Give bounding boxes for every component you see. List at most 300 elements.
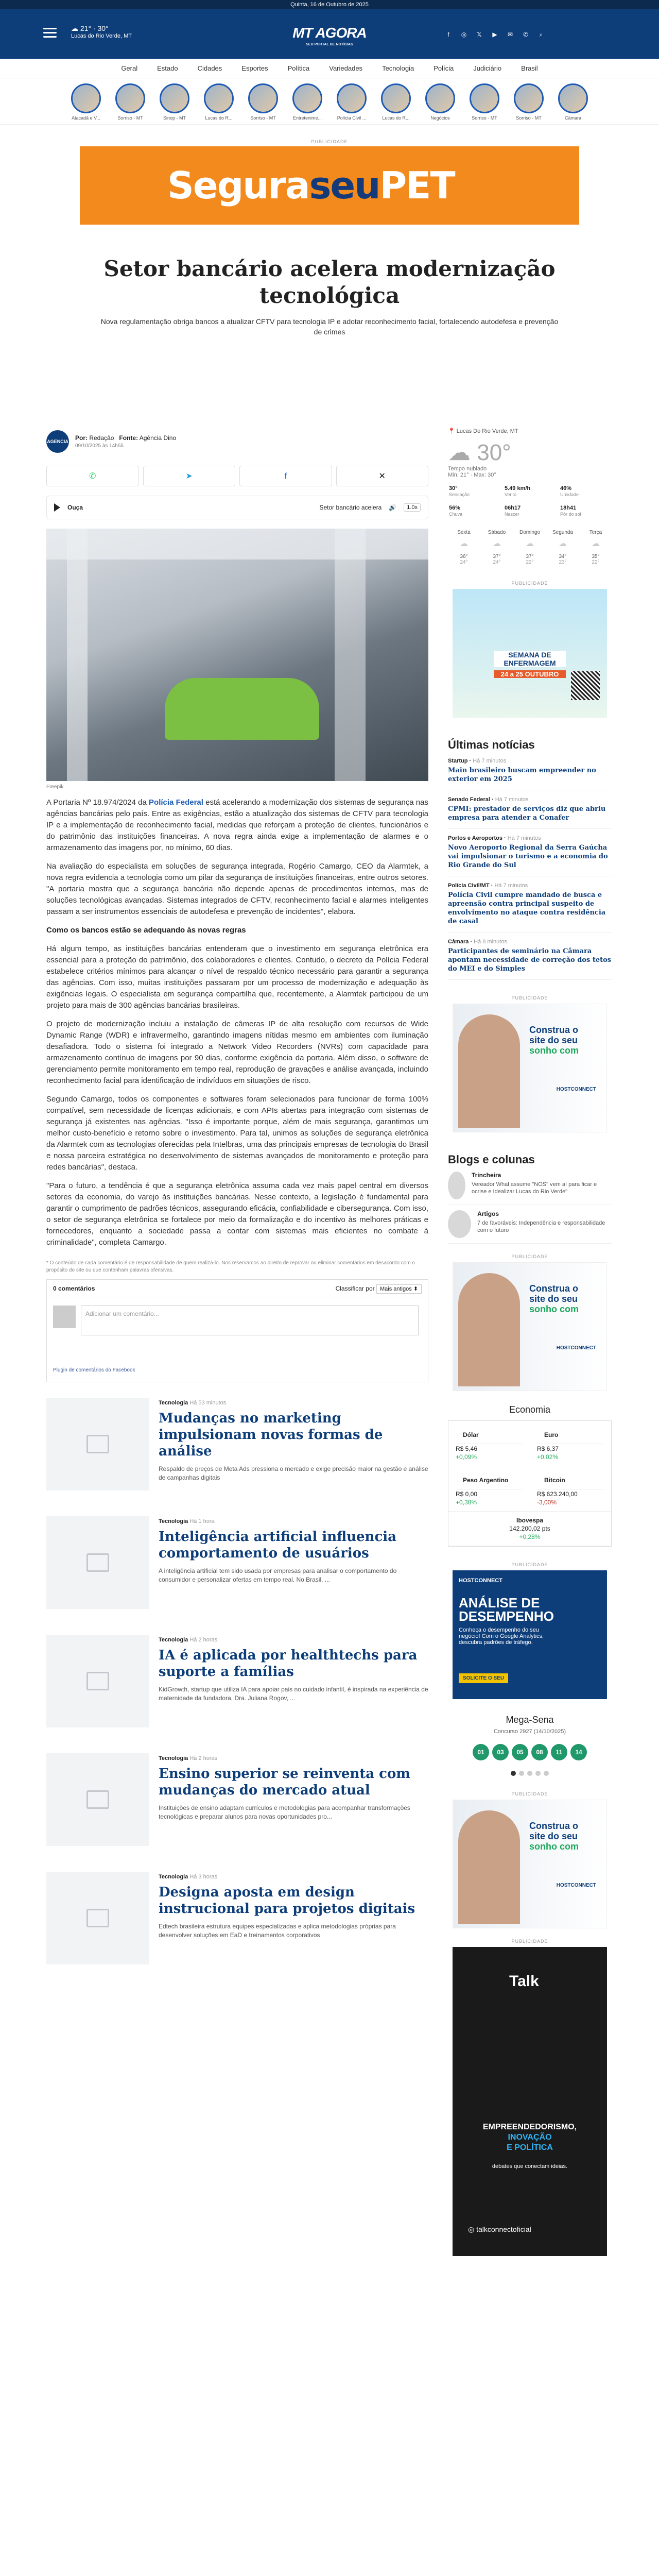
speed-button[interactable]: 1.0x — [404, 503, 421, 512]
audio-player[interactable] — [46, 496, 428, 519]
image-placeholder-icon — [86, 1435, 109, 1453]
latest-news-time: Há 7 minutos — [473, 758, 507, 764]
weather-cell-label: Pôr do sol — [560, 512, 581, 517]
weather-location-text: Lucas Do Rio Verde, MT — [456, 428, 518, 434]
ad-person-image — [458, 1810, 520, 1924]
sort-label: Classificar por — [335, 1284, 375, 1292]
story-item[interactable] — [68, 83, 104, 124]
story-thumbnail — [292, 83, 322, 113]
currency-change: +0,09% — [456, 1453, 477, 1461]
weather-cell — [504, 503, 556, 519]
menu-icon[interactable] — [43, 28, 57, 38]
publish-date: 09/10/2025 às 14h55 — [75, 443, 124, 449]
talk-h2: INOVAÇÃO — [508, 2133, 552, 2142]
ad-headline — [459, 1596, 554, 1623]
ad-label: PUBLICIDADE — [511, 1254, 548, 1259]
currency-name: Peso Argentino — [456, 1471, 523, 1489]
related-desc: A inteligência artificial tem sido usada por empresas para analisar o comportamento do consumidor e personalizar ofertas em tempo real. No Brasil, ... — [159, 1567, 397, 1583]
instagram-icon[interactable]: ◎ — [461, 31, 467, 38]
latest-news-item[interactable] — [448, 752, 612, 790]
facebook-plugin-link[interactable]: Plugin de comentários do Facebook — [53, 1367, 135, 1373]
top-banner-ad[interactable] — [80, 146, 579, 225]
story-item[interactable] — [157, 83, 193, 124]
ad-headline-2: DESEMPENHO — [459, 1608, 554, 1624]
ad-line-2: site do seu — [529, 1294, 578, 1304]
sidebar-ad-hosting-2[interactable] — [453, 1262, 607, 1391]
ad-brand: HOSTCONNECT — [556, 1087, 596, 1092]
related-desc: Edtech brasileira estrutura equipes especializadas e aplica metodologias próprias para desenvolver soluções em EaD e treinamentos corporativos — [159, 1923, 396, 1939]
talk-h1: EMPREENDEDORISMO, — [482, 2123, 577, 2131]
category-name: Tecnologia — [159, 1518, 188, 1524]
columnist-avatar — [448, 1172, 465, 1199]
weather-cell — [559, 503, 612, 519]
forecast-day — [547, 530, 579, 565]
qr-code — [571, 671, 600, 700]
current-date: Quinta, 16 de Outubro de 2025 — [290, 2, 369, 8]
related-desc: Respaldo de preços de Meta Ads pressiona o mercado e exige precisão maior na gestão e análise de campanhas digitais — [159, 1465, 428, 1481]
story-item[interactable] — [422, 83, 458, 124]
story-label: Entretenime... — [292, 115, 322, 121]
latest-news-item[interactable] — [448, 829, 612, 876]
forecast-day — [481, 530, 513, 565]
ad-brand: HOSTCONNECT — [556, 1345, 596, 1351]
cloud-icon: ☁ — [559, 539, 567, 548]
paragraph: "Para o futuro, a tendência é que a segurança eletrônica assuma cada vez mais papel central em diversos setores da economia, do varejo às instituições bancárias. Nesse contexto, a legislação é fundamental para garantir o cumprimento de padrões técnicos, assegurando eficácia, confiabilidade e cibersegurança. Com isso, o setor de segurança eletrônica se fortalece por meio da formalização e do incentivo às melhores práticas e fornecedores, enquanto a sociedade passa a contar com sistemas mais eficientes no combate à criminalidade", completa Camargo. — [46, 1181, 428, 1247]
story-thumbnail — [337, 83, 367, 113]
column-item[interactable] — [448, 1166, 612, 1205]
header-city: Lucas do Rio Verde, MT — [71, 33, 132, 39]
share-buttons — [46, 466, 428, 486]
category-name: Senado Federal — [448, 796, 490, 803]
currency-value: R$ 0,00 — [456, 1490, 478, 1498]
social-links — [443, 29, 547, 40]
related-article[interactable] — [46, 1635, 428, 1733]
ad-line-3: sonho com — [529, 1045, 579, 1056]
ad-copy — [529, 1821, 601, 1852]
section-heading — [46, 925, 428, 936]
story-item[interactable] — [289, 83, 325, 124]
image-placeholder-icon — [86, 1790, 109, 1809]
paragraph — [46, 797, 428, 854]
source-label: Fonte: — [119, 434, 138, 442]
site-logo[interactable] — [291, 23, 368, 46]
weather-temp-value: 30° — [477, 440, 511, 465]
ad-line-2: site do seu — [529, 1035, 578, 1045]
stories-strip — [0, 78, 659, 125]
sidebar-ad-hosting[interactable] — [453, 1004, 607, 1132]
column-item[interactable] — [448, 1205, 612, 1244]
related-time: Há 2 horas — [189, 1637, 218, 1643]
sidebar-ad-talk[interactable] — [453, 1947, 607, 2256]
ad-person-image — [458, 1273, 520, 1386]
header-temp-min: 21° — [80, 24, 92, 32]
lottery-ball: 11 — [551, 1744, 567, 1760]
weather-desc: Tempo nublado — [448, 466, 487, 472]
forecast-day-name: Terça — [589, 530, 602, 535]
latest-news-item[interactable] — [448, 933, 612, 980]
forecast-min: 24° — [460, 560, 468, 565]
forecast-max: 36° — [460, 554, 468, 560]
related-article[interactable] — [46, 1872, 428, 1970]
category-name: Portos e Aeroportos — [448, 835, 502, 841]
facebook-icon: f — [284, 472, 287, 481]
story-label: Negócios — [430, 115, 450, 121]
category-name: Tecnologia — [159, 1637, 188, 1643]
ad-label: PUBLICIDADE — [511, 995, 548, 1001]
latest-news-time: Há 7 minutos — [495, 796, 529, 803]
forecast-day — [448, 530, 480, 565]
talk-logo: Talk — [509, 1973, 539, 1990]
columns-list — [448, 1166, 612, 1244]
comment-input[interactable]: Adicionar um comentário... — [81, 1306, 419, 1335]
story-label: Sorriso - MT — [117, 115, 143, 121]
related-title[interactable]: Ensino superior se reinventa com mudanças do mercado atual — [159, 1766, 410, 1798]
ad-line-1: Construa o — [529, 1821, 579, 1831]
story-item[interactable] — [555, 83, 591, 124]
related-article[interactable] — [46, 1516, 428, 1614]
related-article[interactable] — [46, 1398, 428, 1496]
cloud-icon: ☁ — [460, 539, 468, 548]
forecast-min: 23° — [559, 560, 567, 565]
related-thumbnail — [46, 1398, 149, 1490]
lottery-ball: 08 — [531, 1744, 548, 1760]
story-label: Lucas do R... — [382, 115, 410, 121]
weather-cell-value: 06h17 — [505, 505, 521, 511]
related-desc: KidGrowth, startup que utiliza IA para apoiar pais no cuidado infantil, é inspirada na experiência de maternidade da fundadora, Dra. Juliana Rogov, ... — [159, 1686, 428, 1702]
weather-cell-value: 46% — [560, 485, 572, 492]
lottery-ball: 03 — [492, 1744, 509, 1760]
economy-item — [530, 1421, 611, 1466]
paragraph: O projeto de modernização incluiu a instalação de câmeras IP de alta resolução com recursos de Wide Dynamic Range (WDR) e infravermelho, garantindo imagens nítidas mesmo em ambientes com iluminação desafiadora. Todo o sistema foi integrado a Network Video Recorders (NVRs) com capacidade para armazenamento contínuo de imagens por 90 dias, conforme exigência da portaria. Além disso, o software de gerenciamento permite monitoramento em tempo real, reprodução de gravações e análise avançada, incluindo reconhecimento facial para identificação de indivíduos em situações de risco. — [46, 1020, 428, 1085]
image-placeholder-icon — [86, 1909, 109, 1927]
forecast-max: 34° — [559, 554, 567, 560]
forecast-day — [580, 530, 612, 565]
currency-value: R$ 623.240,00 — [537, 1490, 578, 1498]
latest-news-title[interactable]: Main brasileiro buscam empreender no exterior em 2025 — [448, 767, 596, 783]
currency-change: -3,00% — [537, 1499, 557, 1506]
weather-cell — [448, 483, 500, 500]
story-item[interactable] — [378, 83, 414, 124]
related-time: Há 53 minutos — [189, 1400, 227, 1406]
nav-item[interactable]: Variedades — [329, 64, 363, 72]
whatsapp-icon[interactable]: ✆ — [523, 31, 529, 38]
currency-change: +0,38% — [456, 1499, 477, 1506]
economy-table — [448, 1420, 612, 1547]
related-time: Há 3 horas — [189, 1874, 218, 1880]
talk-handle-text: talkconnectoficial — [476, 2225, 531, 2233]
weather-details — [448, 483, 612, 519]
weather-cell-label: Umidade — [560, 492, 579, 497]
source-name: Agência Dino — [139, 434, 177, 442]
facebook-icon[interactable]: f — [447, 31, 449, 38]
nav-item[interactable]: Política — [287, 64, 310, 72]
story-item[interactable] — [511, 83, 547, 124]
economy-item — [448, 1421, 530, 1466]
logo-subtitle: SEU PORTAL DE NOTÍCIAS — [306, 43, 353, 46]
author-block — [46, 428, 428, 455]
related-category — [159, 1755, 428, 1761]
ad-cta-button[interactable]: SOLICITE O SEU — [459, 1673, 508, 1683]
ad-text: Conheça o desempenho do seu negócio! Com o Google Analytics, descubra padrões de tráfego. — [459, 1627, 544, 1646]
forecast-min: 22° — [526, 560, 534, 565]
story-thumbnail — [558, 83, 588, 113]
lottery-ball: 14 — [570, 1744, 587, 1760]
main-nav — [0, 59, 659, 78]
x-icon: ✕ — [378, 472, 386, 481]
columnist-avatar — [448, 1210, 471, 1238]
latest-news-title: Últimas notícias — [448, 738, 535, 751]
related-thumbnail — [46, 1516, 149, 1609]
related-thumbnail — [46, 1753, 149, 1846]
nav-item[interactable]: Cidades — [197, 64, 222, 72]
ad-line-3: sonho com — [529, 1841, 579, 1852]
telegram-share-button[interactable] — [143, 466, 236, 486]
sidebar-ad-analytics[interactable] — [453, 1570, 607, 1699]
column-desc: Vereador Whal assume "NOS" vem aí para ficar e ocrise e Idealizar Lucas do Rio Verde" — [471, 1181, 597, 1195]
forecast-day-name: Sábado — [488, 530, 506, 535]
latest-news-item[interactable] — [448, 790, 612, 829]
author-line — [75, 434, 176, 442]
story-thumbnail — [71, 83, 101, 113]
nav-item[interactable]: Geral — [121, 64, 138, 72]
site-header — [0, 9, 659, 59]
article-subtitle: Nova regulamentação obriga bancos a atualizar CFTV para tecnologia IP e adotar reconhecimento facial, fortalecendo autodefesa e prevenção de crimes — [100, 317, 559, 336]
weather-location: 📍 Lucas Do Rio Verde, MT — [448, 428, 518, 434]
story-thumbnail — [514, 83, 544, 113]
story-item[interactable] — [201, 83, 237, 124]
story-thumbnail — [115, 83, 145, 113]
columns-title: Blogs e colunas — [448, 1153, 535, 1166]
article-body — [46, 797, 428, 1248]
related-title[interactable]: Inteligência artificial influencia comportamento de usuários — [159, 1529, 397, 1561]
weather-cell-value: 56% — [449, 505, 461, 511]
logo-text: MT AGORA — [292, 25, 367, 41]
ad-headline — [167, 164, 455, 207]
whatsapp-icon: ✆ — [89, 472, 96, 481]
telegram-icon: ➤ — [185, 472, 193, 481]
currency-name: Bitcoin — [537, 1471, 604, 1489]
latest-news-category: Câmara · Há 8 minutos — [448, 939, 507, 945]
weather-cell — [448, 503, 500, 519]
latest-news-item[interactable] — [448, 876, 612, 933]
comment-compose — [53, 1306, 419, 1336]
related-desc: Instituições de ensino adaptam currículos e metodologias para acompanhar transformações tecnológicas e preparar alunos para novas oportunidades pro... — [159, 1804, 410, 1820]
forecast-day — [514, 530, 546, 565]
sidebar-ad-hosting-3[interactable] — [453, 1800, 607, 1928]
cloud-icon: ☁ — [493, 539, 501, 548]
related-title[interactable]: Mudanças no marketing impulsionam novas formas de análise — [159, 1411, 383, 1459]
story-label: Sorriso - MT — [516, 115, 542, 121]
ad-label: PUBLICIDADE — [511, 1791, 548, 1797]
forecast-day-name: Sexta — [457, 530, 471, 535]
paragraph: Há algum tempo, as instituições bancárias entenderam que o investimento em segurança eletrônica era essencial para a proteção do patrimônio, dos colaboradores e clientes. Contudo, o decreto da Polícia Federal estabelece critérios mínimos para alcançar o nível de respaldo técnico necessário para garantir a segurança das agências. Com isso, muitas instituições passaram por um processo de modernização e adequação às exigências legais. O especialista em segurança compartilha que, recentemente, a Alarmtek participou de um projeto para mais de 300 agências bancárias brasileiras. — [46, 944, 428, 1010]
related-category — [159, 1518, 428, 1524]
weather-cell — [504, 483, 556, 500]
ibovespa — [448, 1512, 611, 1546]
talk-handle: ◎ talkconnectoficial — [468, 2225, 531, 2233]
article-title: Setor bancário acelera modernização tecnológica — [103, 256, 556, 308]
weather-cell-value: 18h41 — [560, 505, 577, 511]
section-heading-text: Como os bancos estão se adequando às novas regras — [46, 926, 246, 935]
latest-news-title[interactable]: Participantes de seminário na Câmara apontam necessidade de correção dos tetos do MEI e do Simples — [448, 947, 612, 973]
category-name: Câmara — [448, 939, 469, 945]
latest-news-title[interactable]: Novo Aeroporto Regional da Serra Gaúcha vai impulsionar o turismo e a economia do Rio Grande do Sul — [448, 844, 608, 869]
latest-news-title[interactable]: Polícia Civil cumpre mandado de busca e apreensão contra principal suspeito de envolvimento no ataque contra residência de casal — [448, 891, 606, 925]
photo-caption: Freepik — [46, 784, 64, 790]
ad-word-2: seu — [309, 164, 380, 207]
search-icon[interactable]: ⌕ — [539, 31, 543, 38]
ad-line-2: site do seu — [529, 1831, 578, 1841]
megasena-numbers — [448, 1744, 612, 1760]
sidebar-ad-event[interactable] — [453, 589, 607, 718]
ad-brand: HOSTCONNECT — [556, 1883, 596, 1888]
ad-label: PUBLICIDADE — [511, 581, 548, 586]
forecast-max: 35° — [592, 554, 600, 560]
column-name: Trincheira — [471, 1172, 501, 1179]
story-label: Sinop - MT — [163, 115, 186, 121]
play-icon[interactable] — [54, 503, 60, 512]
category-name: Startup — [448, 758, 468, 764]
forecast-max: 37° — [493, 554, 501, 560]
ad-brand: HOSTCONNECT — [459, 1578, 502, 1584]
related-title[interactable]: IA é aplicada por healthtechs para suporte a famílias — [159, 1648, 418, 1680]
weather-cell-label: Vento — [505, 492, 517, 497]
ad-copy — [529, 1283, 601, 1314]
x-share-button[interactable] — [336, 466, 429, 486]
facebook-share-button[interactable] — [239, 466, 332, 486]
ad-word-3: PET — [379, 164, 455, 207]
category-name: Tecnologia — [159, 1400, 188, 1406]
lottery-ball: 05 — [512, 1744, 528, 1760]
weather-minmax: Min: 21° · Max: 30° — [448, 472, 496, 478]
paragraph-text: A Portaria Nº 18.974/2024 da — [46, 798, 149, 807]
story-label: Polícia Civil ... — [337, 115, 367, 121]
ad-label: PUBLICIDADE — [511, 1939, 548, 1944]
related-title[interactable]: Designa aposta em design instrucional para projetos digitais — [159, 1885, 415, 1917]
header-temp-max: 30° — [97, 24, 109, 32]
youtube-icon[interactable]: ▶ — [492, 31, 497, 38]
weather-cell — [559, 483, 612, 500]
story-item[interactable] — [112, 83, 148, 124]
megasena-contest: Concurso 2927 (14/10/2025) — [493, 1728, 566, 1735]
story-thumbnail — [204, 83, 234, 113]
talk-h3: E POLÍTICA — [507, 2143, 553, 2152]
email-icon[interactable]: ✉ — [507, 31, 513, 38]
index-name: Ibovespa — [516, 1517, 544, 1524]
volume-icon[interactable]: 🔊 — [389, 504, 397, 511]
cloud-icon: ☁ — [526, 539, 534, 548]
forecast-day-name: Domingo — [519, 530, 541, 535]
economy-title: Economia — [509, 1404, 551, 1415]
author-label: Por: — [75, 434, 88, 442]
ad-person-image — [458, 1014, 520, 1128]
carousel-dots[interactable] — [448, 1771, 612, 1776]
ad-line-1: Construa o — [529, 1283, 579, 1294]
megasena-widget — [448, 1715, 612, 1776]
latest-news-time: Há 8 minutos — [474, 939, 507, 945]
story-item[interactable] — [466, 83, 502, 124]
story-label: Sorriso - MT — [250, 115, 276, 121]
economy-item — [530, 1466, 611, 1512]
sort-select[interactable]: Mais antigos ⬍ — [376, 1284, 422, 1294]
story-label: Atacadã e V... — [72, 115, 100, 121]
related-article[interactable] — [46, 1753, 428, 1851]
weather-cell-label: Sensação — [449, 492, 470, 497]
ad-line-1: Construa o — [529, 1025, 579, 1035]
weather-cell-label: Chuva — [449, 512, 463, 517]
image-placeholder-icon — [86, 1672, 109, 1690]
ad-label: PUBLICIDADE — [311, 139, 348, 144]
category-name: Polícia Civil/MT — [448, 883, 490, 889]
story-label: Lucas do R... — [205, 115, 233, 121]
nav-item[interactable]: Judiciário — [473, 64, 502, 72]
latest-news-category: Portos e Aeroportos · Há 7 minutos — [448, 835, 541, 841]
author-avatar: AGENCIA — [46, 430, 69, 453]
story-item[interactable] — [245, 83, 281, 124]
latest-news-category: Startup · Há 7 minutos — [448, 758, 507, 764]
megasena-title: Mega-Sena — [506, 1715, 554, 1725]
currency-name: Euro — [537, 1426, 604, 1444]
ad-word-1: Segura — [167, 164, 309, 207]
currency-value: R$ 6,37 — [537, 1445, 559, 1452]
currency-value: R$ 5,46 — [456, 1445, 478, 1452]
index-value: 142.200,02 pts — [509, 1525, 550, 1532]
story-thumbnail — [470, 83, 499, 113]
forecast-min: 22° — [592, 560, 600, 565]
latest-news-list — [448, 752, 612, 980]
story-thumbnail — [160, 83, 189, 113]
weather-cell-value: 30° — [449, 485, 458, 492]
listen-label: Ouça — [67, 504, 83, 511]
x-icon[interactable]: 𝕏 — [477, 31, 482, 38]
related-time: Há 1 hora — [189, 1518, 215, 1524]
nav-item[interactable]: Tecnologia — [382, 64, 414, 72]
ad-copy — [529, 1025, 601, 1056]
economy-item — [448, 1466, 530, 1512]
weather-cell-label: Nascer — [505, 512, 519, 517]
article-column — [46, 428, 428, 1990]
latest-news-title[interactable]: CPMI: prestador de serviços diz que abriu empresa para atender a Conafer — [448, 805, 606, 822]
lottery-ball: 01 — [473, 1744, 489, 1760]
whatsapp-share-button[interactable] — [46, 466, 139, 486]
related-thumbnail — [46, 1872, 149, 1964]
cloud-icon: ☁ — [592, 539, 600, 548]
comments-sort — [336, 1285, 422, 1292]
story-label: Sorriso - MT — [472, 115, 497, 121]
sidebar — [448, 428, 612, 2256]
latest-news-category: Senado Federal · Há 7 minutos — [448, 796, 529, 803]
paragraph: Segundo Camargo, todos os componentes e softwares foram selecionados para funcionar de forma 100% compatível, sem necessidade de licenças adicionais, e com APIs abertas para integração com sistemas de segurança já existentes nas agências. "Isso é importante porque, além de mais segurança, garantimos um melhor custo-benefício e retorno sobre o investimento. Para tal, unimos as soluções de segurança eletrônica da Alarmtek com as tecnologias oferecidas pela Intelbras, uma das principais empresas de tecnologia do Brasil e nossa parceira estratégica no desenvolvimento de sistemas avançados de monitoramento e proteção para redes bancárias", destaca. — [46, 1095, 428, 1172]
related-time: Há 2 horas — [189, 1755, 218, 1761]
nav-item[interactable]: Polícia — [433, 64, 454, 72]
nav-item[interactable]: Brasil — [521, 64, 538, 72]
header-weather — [71, 25, 132, 40]
forecast-day-name: Segunda — [552, 530, 574, 535]
currency-name: Dólar — [456, 1426, 523, 1444]
story-item[interactable] — [334, 83, 370, 124]
latest-news-time: Há 7 minutos — [507, 835, 541, 841]
nav-item[interactable]: Esportes — [241, 64, 268, 72]
column-desc: 7 de favoráveis: Independência e responsabilidade com o futuro — [477, 1220, 605, 1233]
latest-news-time: Há 7 minutos — [494, 883, 528, 889]
policia-federal-link[interactable]: Polícia Federal — [149, 798, 203, 807]
nav-item[interactable]: Estado — [157, 64, 178, 72]
header-temp-range: ☁ 21° · 30° — [71, 24, 109, 32]
comments-count: 0 comentários — [53, 1284, 95, 1292]
ad-headline-1: ANÁLISE DE — [459, 1595, 540, 1611]
ad-label: PUBLICIDADE — [511, 1562, 548, 1567]
related-category — [159, 1874, 428, 1880]
